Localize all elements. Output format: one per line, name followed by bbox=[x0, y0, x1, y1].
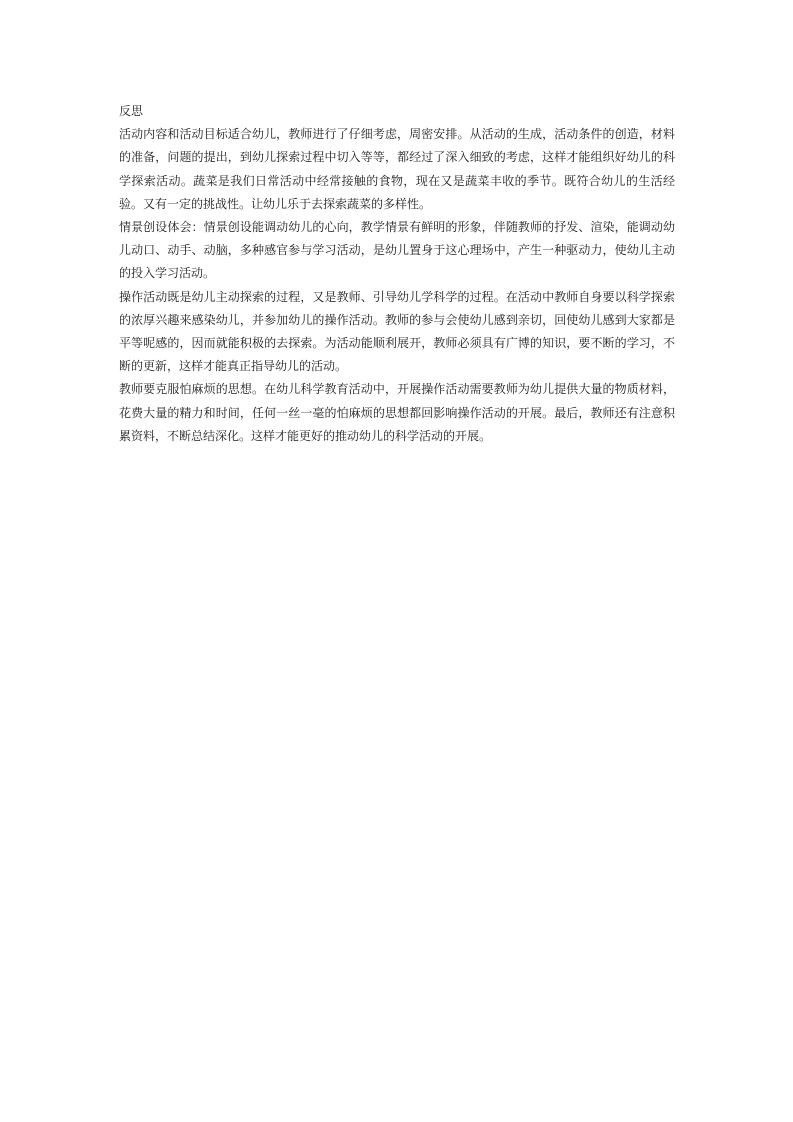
paragraph-overcome-trouble: 教师要克服怕麻烦的思想。在幼儿科学教育活动中，开展操作活动需要教师为幼儿提供大量的物质材料，花费大量的精力和时间，任何一丝一毫的怕麻烦的思想都回影响操作活动的开展。最后，教师还有注意积累资料，不断总结深化。这样才能更好的推动幼儿的科学活动的开展。 bbox=[119, 382, 675, 443]
paragraph-activity-goals: 活动内容和活动目标适合幼儿，教师进行了仔细考虑，周密安排。从活动的生成，活动条件的创造，材料的准备，问题的提出，到幼儿探索过程中切入等等，都经过了深入细致的考虑，这样才能组织好幼儿的科学探索活动。蔬菜是我们日常活动中经常接触的食物，现在又是蔬菜丰收的季节。既符合幼儿的生活经验。又有一定的挑战性。让幼儿乐于去探索蔬菜的多样性。 bbox=[119, 127, 675, 211]
paragraph-hands-on-activity: 操作活动既是幼儿主动探索的过程，又是教师、引导幼儿学科学的过程。在活动中教师自身要以科学探索的浓厚兴趣来感染幼儿，并参加幼儿的操作活动。教师的参与会使幼儿感到亲切，回使幼儿感到大家都是平等呢感的，因而就能积极的去探索。为活动能顺利展开，教师必须具有广博的知识，要不断的学习，不断的更新，这样才能真正指导幼儿的活动。 bbox=[119, 289, 675, 374]
document-body bbox=[119, 100, 675, 448]
paragraph-situation-creation: 情景创设体会：情景创设能调动幼儿的心向，教学情景有鲜明的形象，伴随教师的抒发、渲染，能调动幼儿动口、动手、动脑，多种感官参与学习活动，是幼儿置身于这心理场中，产生一种驱动力，使幼儿主动的投入学习活动。 bbox=[119, 220, 675, 281]
section-heading: 反思 bbox=[119, 104, 144, 118]
